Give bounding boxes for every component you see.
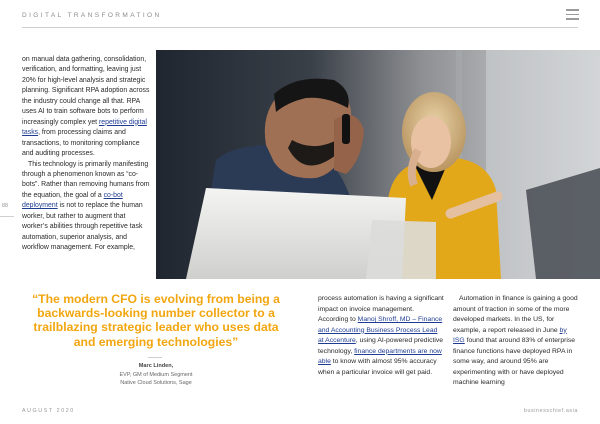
finance-departments-link[interactable]: finance departments are now able <box>318 347 442 365</box>
paragraph-3: process automation is having a significant impact on invoice management. According to Manoj Shroff, MD – Finance and Accounting Business Process Lead at Accenture, using AI-powered predictive technology, finance departments are now able to know with almost 95% accuracy when a particular invoice will get paid. <box>318 295 444 376</box>
article-column-2 <box>318 294 444 378</box>
hero-photo <box>156 50 600 279</box>
manoj-shroff-link[interactable]: Manoj Shroff, MD – Finance and Accounting Business Process Lead at Accenture <box>318 316 443 344</box>
repetitive-digital-tasks-link[interactable]: repetitive digital tasks <box>22 118 147 137</box>
header-divider <box>22 27 578 28</box>
paragraph-2: This technology is primarily manifesting through a phenomenon known as “co-bots”. Rather than removing humans from the equation, the goal of a co-bot deployment is not to replace the human worker, but rather to augment that worker’s abilities through repetitive task automation, superior analysis, and workflow management. For example, <box>22 160 150 252</box>
by-isg-link[interactable]: by ISG <box>453 326 567 344</box>
pull-quote: “The modern CFO is evolving from being a backwards-looking number collector to a trailblazing strategic leader who uses data and emerging technologies” <box>32 292 280 349</box>
article-column-3 <box>453 294 579 389</box>
page-number: 88 <box>2 203 9 209</box>
margin-rule-left <box>0 216 14 217</box>
attribution-divider <box>148 357 162 358</box>
hamburger-menu-icon[interactable] <box>566 9 579 20</box>
quote-author-role: EVP, GM of Medium Segment Native Cloud Solutions, Sage <box>119 372 193 386</box>
article-column-1 <box>22 55 150 254</box>
paragraph-4: Automation in finance is gaining a good amount of traction in some of the more developed markets. In the US, for example, a report released in June by ISG found that around 83% of enterprise finance functions have deployed RPA in some way, and around 95% are experimenting with or have deployed machine learning <box>453 295 578 386</box>
site-url[interactable]: businesschief.asia <box>523 408 578 414</box>
quote-author-name: Marc Linden, <box>138 363 174 369</box>
paragraph-1: on manual data gathering, consolidation, verification, and formatting, leaving just 20% for high-level analysis and strategic planning. Significant RPA adoption across the industry could change all that. RPA uses AI to train software bots to perform increasingly complex yet repetitive digital tasks, from processing claims and transactions, to monitoring compliance and auditing processes. <box>22 56 150 158</box>
issue-date: AUGUST 2020 <box>22 408 75 414</box>
co-bot-deployment-link[interactable]: co-bot deployment <box>22 191 123 210</box>
section-title: DIGITAL TRANSFORMATION <box>22 12 162 19</box>
